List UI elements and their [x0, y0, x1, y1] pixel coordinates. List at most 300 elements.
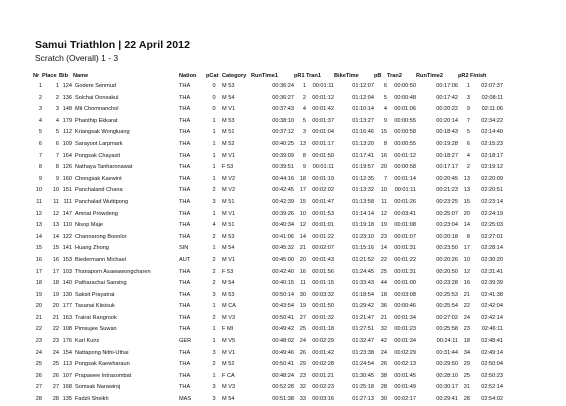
table-row	[33, 348, 503, 360]
cell-runtime2: 00:29:50	[436, 361, 458, 368]
cell-finish: 02:39:39	[481, 280, 503, 287]
cell-nation: SIN	[179, 245, 189, 252]
cell-place: 6	[55, 140, 59, 147]
cell-place: 18	[52, 280, 59, 287]
table-row	[33, 139, 503, 151]
cell-pr1: 4	[302, 106, 306, 113]
cell-category: M 54	[222, 245, 235, 252]
cell-pb: 19	[380, 222, 387, 229]
cell-pcat: 1	[212, 175, 216, 182]
cell-biketime: 01:30:45	[352, 372, 374, 379]
cell-biketime: 01:21:52	[352, 256, 374, 263]
cell-pr1: 21	[299, 245, 306, 252]
cell-finish: 02:11:06	[481, 106, 503, 113]
cell-finish: 02:07:37	[481, 83, 503, 89]
cell-tran1: 00:01:53	[312, 210, 334, 217]
cell-pcat: 1	[212, 129, 216, 136]
cell-nation: THA	[179, 314, 191, 321]
cell-nr: 23	[35, 338, 42, 345]
cell-finish: 02:23:14	[481, 198, 503, 205]
table-row	[33, 151, 503, 163]
cell-biketime: 01:15:16	[352, 245, 374, 252]
table-row	[33, 127, 503, 139]
cell-finish: 02:08:11	[481, 94, 503, 101]
cell-pcat: 0	[212, 94, 216, 101]
cell-tran1: 00:01:12	[312, 94, 334, 101]
col-header-biketime: BikeTime	[334, 73, 359, 79]
cell-bib: 163	[62, 314, 72, 321]
cell-category: M 51	[222, 129, 235, 136]
cell-runtime1: 00:37:43	[272, 106, 294, 113]
col-header-pcat: pCat	[206, 73, 219, 79]
cell-runtime1: 00:49:46	[272, 349, 294, 356]
cell-pr2: 1	[466, 83, 470, 89]
cell-category: M 53	[222, 117, 235, 124]
cell-runtime2: 00:18:43	[436, 129, 458, 136]
cell-place: 24	[52, 349, 59, 356]
cell-tran1: 00:01:37	[312, 117, 334, 124]
cell-tran2: 00:02:17	[394, 396, 416, 403]
cell-category: M 54	[222, 280, 235, 287]
cell-tran1: 00:03:32	[312, 291, 334, 298]
cell-name: Solchai Oonsakul	[75, 94, 119, 101]
cell-runtime2: 00:25:07	[436, 210, 458, 217]
cell-runtime1: 00:52:28	[272, 384, 294, 391]
cell-pr2: 17	[463, 245, 470, 252]
cell-runtime2: 00:20:18	[436, 233, 458, 240]
col-header-pr1: pR1	[294, 73, 305, 79]
cell-runtime1: 00:45:32	[272, 245, 294, 252]
cell-runtime2: 00:21:23	[436, 187, 458, 194]
cell-pr1: 9	[302, 164, 306, 171]
cell-name: Panchaland Chana	[75, 187, 123, 194]
cell-category: M V2	[222, 175, 236, 182]
cell-pcat: 1	[212, 117, 216, 124]
cell-finish: 02:48:41	[481, 338, 503, 345]
cell-finish: 02:20:09	[481, 175, 503, 182]
cell-nr: 6	[38, 140, 42, 147]
cell-biketime: 01:21:47	[352, 314, 374, 321]
cell-runtime1: 00:42:45	[272, 187, 294, 194]
cell-place: 4	[55, 117, 59, 124]
cell-runtime2: 00:19:28	[436, 140, 458, 147]
cell-name: Fadzli Sheikh	[75, 396, 109, 403]
cell-pr1: 16	[299, 268, 306, 275]
cell-nation: THA	[179, 129, 191, 136]
cell-tran2: 00:01:14	[394, 175, 416, 182]
cell-pb: 30	[380, 396, 387, 403]
cell-place: 19	[52, 291, 59, 298]
cell-nation: AUT	[179, 256, 191, 263]
cell-category: M 51	[222, 198, 235, 205]
cell-pcat: 0	[212, 83, 216, 89]
cell-runtime2: 00:27:02	[436, 314, 458, 321]
cell-pr1: 20	[299, 256, 306, 263]
cell-pcat: 3	[212, 349, 216, 356]
cell-pr2: 31	[463, 384, 470, 391]
cell-pcat: 0	[212, 106, 216, 113]
cell-pb: 14	[380, 245, 387, 252]
cell-finish: 02:41:38	[481, 291, 503, 298]
cell-tran2: 00:01:06	[394, 106, 416, 113]
cell-pr1: 26	[299, 349, 306, 356]
cell-runtime1: 00:42:40	[272, 268, 294, 275]
cell-place: 21	[52, 314, 59, 321]
cell-runtime2: 00:18:27	[436, 152, 458, 159]
cell-finish: 02:52:14	[481, 384, 503, 391]
cell-runtime2: 00:20:14	[436, 117, 458, 124]
cell-pb: 42	[380, 338, 387, 345]
cell-name: Panchalad Wuttipong	[75, 198, 129, 205]
cell-pr2: 13	[463, 187, 470, 194]
cell-nation: THA	[179, 187, 191, 194]
cell-runtime1: 00:48:02	[272, 338, 294, 345]
cell-runtime2: 00:31:44	[436, 349, 458, 356]
cell-pcat: 2	[212, 233, 216, 240]
cell-pr2: 22	[463, 303, 470, 310]
cell-name: Pongsak Chayasit	[75, 152, 121, 159]
cell-pr1: 30	[299, 291, 306, 298]
cell-pr2: 6	[466, 140, 470, 147]
cell-category: M 51	[222, 222, 235, 229]
cell-pr1: 23	[299, 372, 306, 379]
cell-bib: 111	[63, 198, 72, 205]
cell-runtime1: 00:36:27	[272, 94, 294, 101]
cell-nation: THA	[179, 106, 191, 113]
cell-bib: 140	[62, 280, 72, 287]
cell-category: M 53	[222, 83, 235, 89]
table-row	[33, 209, 503, 221]
cell-category: M V1	[222, 349, 236, 356]
cell-tran1: 00:01:42	[312, 106, 334, 113]
cell-nation: THA	[179, 152, 191, 159]
page-subtitle: Scratch (Overall) 1 - 3	[35, 53, 119, 63]
cell-pr1: 18	[299, 175, 306, 182]
cell-pr2: 29	[463, 361, 470, 368]
cell-pr2: 2	[466, 164, 470, 171]
cell-nr: 26	[35, 372, 42, 379]
cell-tran2: 00:01:07	[394, 233, 416, 240]
cell-name: Nisop Maje	[75, 222, 103, 229]
table-row	[33, 290, 503, 302]
cell-place: 10	[52, 187, 59, 194]
cell-category: M 54	[222, 94, 235, 101]
cell-tran1: 00:01:50	[312, 303, 334, 310]
cell-pb: 32	[380, 326, 387, 333]
cell-nr: 13	[35, 222, 42, 229]
cell-place: 3	[55, 106, 59, 113]
cell-finish: 02:31:41	[481, 268, 503, 275]
cell-tran2: 00:03:08	[394, 291, 416, 298]
cell-place: 28	[52, 396, 59, 403]
cell-pr2: 12	[463, 268, 470, 275]
table-row	[33, 232, 503, 244]
cell-runtime1: 00:39:26	[272, 210, 294, 217]
cell-pr2: 14	[463, 222, 470, 229]
cell-nr: 14	[35, 233, 42, 240]
cell-pr1: 14	[299, 233, 306, 240]
cell-tran1: 00:02:28	[312, 361, 334, 368]
cell-tran2: 00:01:00	[394, 280, 416, 287]
cell-pb: 36	[380, 303, 387, 310]
cell-pr2: 8	[466, 233, 470, 240]
table-row	[33, 197, 503, 209]
table-row	[33, 359, 503, 371]
cell-bib: 153	[62, 256, 72, 263]
cell-tran1: 00:01:22	[312, 233, 334, 240]
cell-runtime1: 00:43:54	[272, 303, 294, 310]
cell-bib: 147	[62, 210, 72, 217]
table-row	[33, 104, 503, 116]
cell-bib: 168	[62, 384, 72, 391]
cell-nr: 1	[38, 83, 42, 89]
cell-name: Nattapong Nithi-Uthai	[75, 349, 129, 356]
cell-place: 9	[55, 175, 59, 182]
cell-runtime1: 00:36:24	[272, 83, 294, 89]
cell-nr: 24	[35, 349, 42, 356]
cell-pr2: 5	[466, 129, 470, 136]
cell-pcat: 2	[212, 268, 216, 275]
cell-pr1: 24	[299, 338, 306, 345]
cell-nr: 18	[35, 280, 42, 287]
cell-nation: THA	[179, 164, 191, 171]
cell-category: M V1	[222, 210, 236, 217]
cell-name: Biedermann Michael	[75, 256, 126, 263]
cell-bib: 148	[62, 106, 72, 113]
cell-category: F 53	[222, 164, 234, 171]
cell-nr: 16	[35, 256, 42, 263]
cell-tran2: 00:02:29	[394, 349, 416, 356]
cell-category: M V3	[222, 384, 236, 391]
cell-finish: 02:54:02	[481, 396, 503, 403]
cell-nation: THA	[179, 198, 191, 205]
cell-name: Tasanai Kiisisuk	[75, 303, 115, 310]
cell-biketime: 01:13:20	[352, 140, 374, 147]
cell-pb: 16	[380, 152, 387, 159]
table-row	[33, 116, 503, 128]
cell-finish: 02:19:12	[481, 164, 503, 171]
cell-runtime1: 00:51:38	[272, 396, 294, 403]
cell-bib: 112	[63, 129, 72, 136]
table-row	[33, 301, 503, 313]
cell-name: Huang Zhong	[75, 245, 109, 252]
cell-category: M V3	[222, 314, 236, 321]
cell-pcat: 2	[212, 361, 216, 368]
cell-place: 11	[53, 198, 59, 205]
cell-tran2: 00:01:11	[394, 187, 416, 194]
cell-biketime: 01:13:58	[352, 198, 374, 205]
cell-pb: 22	[380, 256, 387, 263]
cell-runtime1: 00:50:41	[272, 361, 294, 368]
cell-runtime1: 00:48:24	[272, 372, 294, 379]
cell-pb: 38	[380, 372, 387, 379]
cell-bib: 136	[62, 94, 72, 101]
cell-tran2: 00:00:58	[394, 129, 416, 136]
cell-place: 13	[52, 222, 59, 229]
col-header-nation: Nation	[179, 73, 197, 79]
cell-finish: 02:24:19	[481, 210, 503, 217]
cell-nr: 19	[35, 291, 42, 298]
cell-category: M V1	[222, 152, 236, 159]
cell-biketime: 01:12:04	[352, 94, 374, 101]
cell-tran1: 00:01:04	[312, 129, 334, 136]
cell-place: 5	[55, 129, 59, 136]
cell-nation: THA	[179, 268, 191, 275]
cell-pcat: 2	[212, 314, 216, 321]
header-row	[33, 72, 503, 81]
cell-tran1: 00:01:47	[312, 198, 334, 205]
cell-nation: MAS	[179, 396, 192, 403]
cell-finish: 02:49:14	[481, 349, 503, 356]
cell-pb: 44	[380, 280, 387, 287]
cell-pcat: 1	[212, 372, 216, 379]
cell-place: 22	[52, 326, 59, 333]
cell-tran1: 00:01:11	[312, 83, 334, 89]
col-header-tran1: Tran1	[306, 73, 321, 79]
cell-runtime2: 00:28:10	[436, 372, 458, 379]
cell-tran1: 00:02:02	[312, 187, 334, 194]
cell-runtime2: 00:20:22	[436, 106, 458, 113]
cell-nation: THA	[179, 233, 191, 240]
cell-finish: 02:50:04	[481, 361, 503, 368]
cell-runtime1: 00:49:42	[272, 326, 294, 333]
cell-tran2: 00:00:50	[394, 83, 416, 89]
cell-runtime1: 00:39:51	[272, 164, 294, 171]
cell-tran1: 00:01:18	[312, 326, 334, 333]
cell-nation: THA	[179, 361, 191, 368]
cell-nation: THA	[179, 280, 191, 287]
cell-bib: 154	[62, 349, 72, 356]
cell-place: 25	[52, 361, 59, 368]
cell-tran2: 00:01:23	[394, 326, 416, 333]
cell-biketime: 01:12:07	[352, 83, 374, 89]
cell-runtime1: 00:40:15	[272, 280, 294, 287]
cell-nation: THA	[179, 117, 191, 124]
cell-biketime: 01:27:51	[352, 326, 374, 333]
cell-nation: THA	[179, 94, 191, 101]
cell-place: 7	[55, 152, 59, 159]
cell-nr: 28	[35, 396, 42, 403]
cell-bib: 110	[63, 222, 72, 229]
cell-pr1: 1	[302, 83, 306, 89]
cell-biketime: 01:18:54	[352, 291, 374, 298]
cell-name: Karl Kunz	[75, 338, 100, 345]
cell-place: 12	[52, 210, 59, 217]
cell-pcat: 1	[212, 210, 216, 217]
cell-pr2: 21	[463, 291, 470, 298]
cell-pb: 7	[383, 175, 387, 182]
cell-bib: 107	[62, 372, 72, 379]
cell-name: Saksit Prayatrat	[75, 291, 115, 298]
cell-pr2: 13	[463, 175, 470, 182]
cell-pr1: 12	[299, 222, 306, 229]
cell-nr: 9	[38, 175, 42, 182]
cell-place: 16	[52, 256, 59, 263]
cell-place: 14	[52, 233, 59, 240]
cell-runtime1: 00:40:34	[272, 222, 294, 229]
cell-pr2: 16	[463, 280, 470, 287]
cell-name: Patharachai Sansing	[75, 280, 127, 287]
cell-bib: 135	[62, 396, 72, 403]
cell-biketime: 01:19:57	[352, 164, 374, 171]
table-row	[33, 371, 503, 383]
cell-pr1: 25	[299, 326, 306, 333]
cell-pb: 21	[380, 314, 387, 321]
cell-tran2: 00:00:46	[394, 303, 416, 310]
cell-pr1: 32	[299, 384, 306, 391]
cell-pcat: 2	[212, 256, 216, 263]
cell-runtime2: 00:29:41	[436, 396, 458, 403]
cell-runtime2: 00:25:58	[436, 326, 458, 333]
cell-pr1: 19	[299, 303, 306, 310]
cell-category: M V1	[222, 256, 236, 263]
cell-pr2: 34	[463, 349, 470, 356]
cell-nation: THA	[179, 384, 191, 391]
cell-runtime2: 00:17:17	[436, 164, 458, 171]
cell-tran2: 00:01:22	[394, 256, 416, 263]
cell-pb: 6	[383, 83, 387, 89]
cell-tran2: 00:01:34	[394, 338, 416, 345]
table-row	[33, 278, 503, 290]
cell-pb: 28	[380, 384, 387, 391]
cell-runtime1: 00:39:09	[272, 152, 294, 159]
cell-biketime: 01:19:18	[352, 222, 374, 229]
cell-nr: 10	[35, 187, 42, 194]
table-row	[33, 336, 503, 348]
cell-place: 20	[52, 303, 59, 310]
table-row	[33, 313, 503, 325]
cell-nr: 11	[36, 198, 42, 205]
cell-finish: 02:46:11	[481, 326, 503, 333]
cell-pcat: 3	[212, 291, 216, 298]
cell-tran2: 00:00:55	[394, 117, 416, 124]
cell-pr2: 3	[466, 94, 470, 101]
cell-name: Chongsak Kaewint	[75, 175, 122, 182]
cell-tran1: 00:01:17	[312, 140, 334, 147]
cell-pr2: 20	[463, 210, 470, 217]
cell-name: Pimsujee Suwan	[75, 326, 117, 333]
cell-pr1: 33	[299, 396, 306, 403]
cell-pb: 26	[380, 361, 387, 368]
cell-biketime: 01:16:46	[352, 129, 374, 136]
cell-pr1: 29	[299, 361, 306, 368]
cell-tran2: 00:01:08	[394, 222, 416, 229]
cell-pr1: 17	[299, 187, 306, 194]
cell-runtime1: 00:37:12	[272, 129, 294, 136]
cell-pr1: 13	[299, 140, 306, 147]
col-header-category: Category	[222, 73, 247, 79]
cell-pcat: 1	[212, 164, 216, 171]
cell-runtime2: 00:23:50	[436, 245, 458, 252]
cell-runtime1: 00:50:41	[272, 314, 294, 321]
cell-runtime1: 00:44:16	[272, 175, 294, 182]
cell-pr1: 2	[302, 94, 306, 101]
cell-place: 8	[55, 164, 59, 171]
cell-nation: THA	[179, 291, 191, 298]
cell-runtime1: 00:42:39	[272, 198, 294, 205]
cell-bib: 141	[62, 245, 72, 252]
cell-tran1: 00:01:56	[312, 268, 334, 275]
col-header-runtime1: RunTime1	[251, 73, 278, 79]
cell-biketime: 01:24:54	[352, 361, 374, 368]
cell-runtime2: 00:23:25	[436, 198, 458, 205]
cell-name: Kriangsak Wongluang	[75, 129, 130, 136]
cell-bib: 109	[62, 140, 72, 147]
cell-finish: 02:18:17	[481, 152, 503, 159]
cell-finish: 02:34:22	[481, 117, 503, 124]
cell-category: M CA	[222, 303, 236, 310]
cell-bib: 130	[62, 291, 72, 298]
